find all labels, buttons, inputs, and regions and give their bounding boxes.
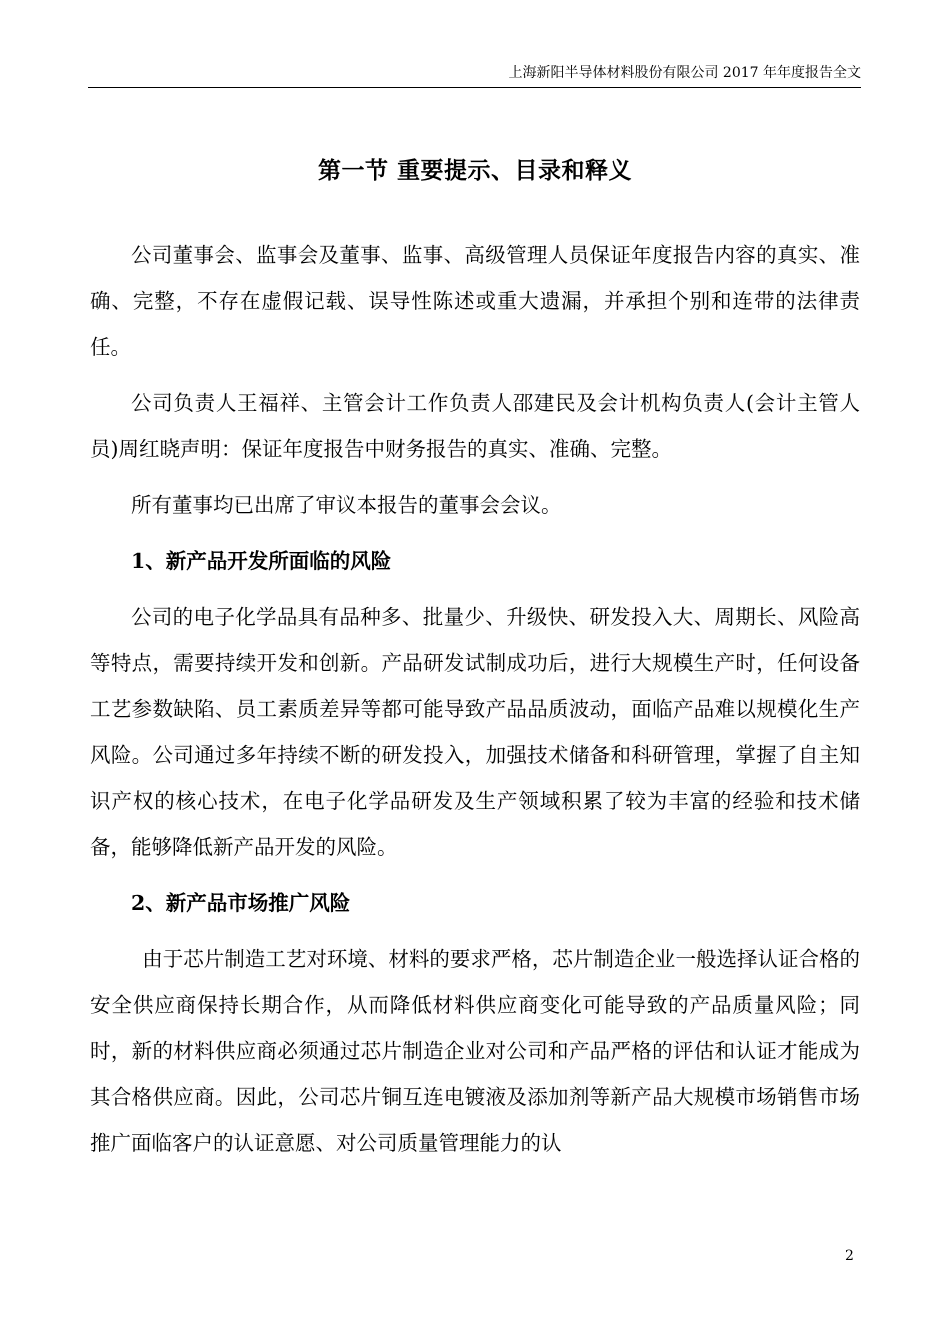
section-title: 第一节 重要提示、目录和释义 (317, 157, 632, 184)
page-header (88, 62, 861, 88)
header-text: 上海新阳半导体材料股份有限公司 2017 年年度报告全文 (508, 65, 861, 81)
paragraph-declaration: 公司负责人王福祥、主管会计工作负责人邵建民及会计机构负责人(会计主管人员)周红晓声明：保证年度报告中财务报告的真实、准确、完整。 (90, 391, 860, 461)
risk-body-2: 由于芯片制造工艺对环境、材料的要求严格，芯片制造企业一般选择认证合格的安全供应商保持长期合作，从而降低材料供应商变化可能导致的产品质量风险；同时，新的材料供应商必须通过芯片制造企业对公司和产品严格的评估和认证才能成为其合格供应商。因此，公司芯片铜互连电镀液及添加剂等新产品大规模市场销售市场推广面临客户的认证意愿、对公司质量管理能力的认 (90, 947, 860, 1155)
risk-heading-2: 2、新产品市场推广风险 (131, 891, 351, 915)
paragraph-attendance: 所有董事均已出席了审议本报告的董事会会议。 (131, 493, 562, 517)
risk-heading-1: 1、新产品开发所面临的风险 (131, 549, 392, 573)
page-number: 2 (845, 1248, 854, 1264)
risk-body-1: 公司的电子化学品具有品种多、批量少、升级快、研发投入大、周期长、风险高等特点，需要持续开发和创新。产品研发试制成功后，进行大规模生产时，任何设备工艺参数缺陷、员工素质差异等都可能导致产品品质波动，面临产品难以规模化生产风险。公司通过多年持续不断的研发投入，加强技术储备和科研管理，掌握了自主知识产权的核心技术，在电子化学品研发及生产领域积累了较为丰富的经验和技术储备，能够降低新产品开发的风险。 (90, 605, 860, 859)
document-body (90, 232, 860, 1176)
paragraph-responsibility: 公司董事会、监事会及董事、监事、高级管理人员保证年度报告内容的真实、准确、完整，不存在虚假记载、误导性陈述或重大遗漏，并承担个别和连带的法律责任。 (90, 243, 860, 359)
